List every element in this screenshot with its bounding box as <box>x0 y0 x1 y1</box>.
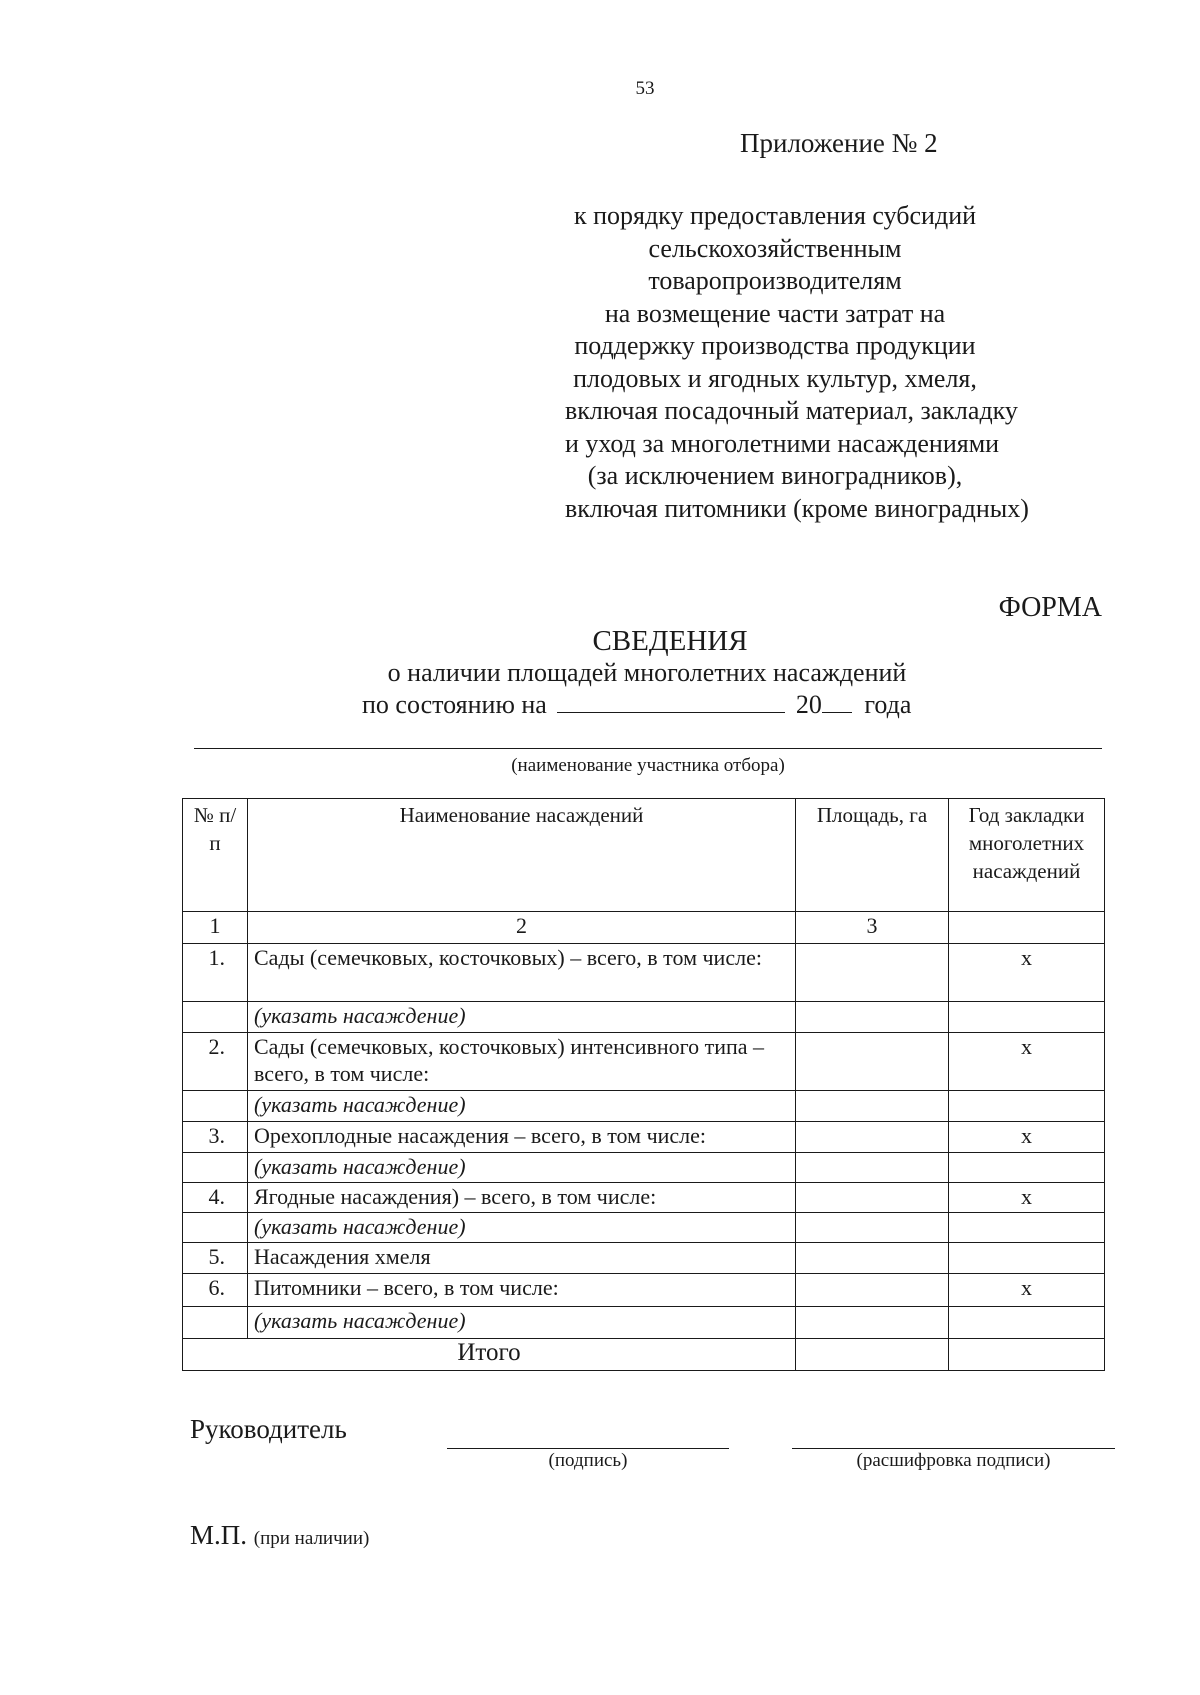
document-subheading: о наличии площадей многолетних насаждений <box>387 658 907 687</box>
signature-decoding-field[interactable] <box>792 1448 1115 1449</box>
table-row <box>183 1091 1105 1122</box>
subtitle-line: включая питомники (кроме виноградных) <box>565 493 1029 523</box>
row-year-cell[interactable] <box>949 1307 1105 1339</box>
subtitle-line: сельскохозяйственным <box>648 233 902 263</box>
date-prefix: по состоянию на <box>362 690 547 719</box>
appendix-title: Приложение № 2 <box>740 128 938 158</box>
form-label: ФОРМА <box>998 592 1102 623</box>
row-year-cell[interactable] <box>949 1153 1105 1183</box>
row-number: 1. <box>183 944 248 1002</box>
total-area-cell[interactable] <box>796 1339 949 1371</box>
row-number <box>183 1091 248 1122</box>
table-row <box>183 1307 1105 1339</box>
row-year-cell: х <box>949 1033 1105 1091</box>
participant-name-field[interactable] <box>194 748 1102 749</box>
signature-caption: (подпись) <box>548 1450 628 1471</box>
row-area-cell[interactable] <box>796 1274 949 1307</box>
column-number: 2 <box>248 912 796 944</box>
appendix-subtitle <box>565 200 1029 525</box>
document-heading: СВЕДЕНИЯ <box>592 625 748 657</box>
row-number: 5. <box>183 1243 248 1274</box>
row-area-cell[interactable] <box>796 1243 949 1274</box>
row-area-cell[interactable] <box>796 1091 949 1122</box>
row-name: Орехоплодные насаждения – всего, в том числе: <box>248 1122 796 1153</box>
row-number <box>183 1153 248 1183</box>
row-number: 4. <box>183 1183 248 1213</box>
row-area-cell[interactable] <box>796 1183 949 1213</box>
table-header-row <box>183 799 1105 912</box>
row-area-cell[interactable] <box>796 1307 949 1339</box>
row-year-cell: х <box>949 1122 1105 1153</box>
row-year-cell: х <box>949 944 1105 1002</box>
year-prefix: 20 <box>795 690 822 719</box>
row-name: Сады (семечковых, косточковых) интенсивного типа – всего, в том числе: <box>248 1033 796 1091</box>
row-year-cell: х <box>949 1274 1105 1307</box>
row-area-cell[interactable] <box>796 944 949 1002</box>
row-name[interactable]: (указать насаждение) <box>248 1002 796 1033</box>
row-number: 3. <box>183 1122 248 1153</box>
table-total-row <box>183 1339 1105 1371</box>
row-name: Питомники – всего, в том числе: <box>248 1274 796 1307</box>
row-area-cell[interactable] <box>796 1153 949 1183</box>
row-area-cell[interactable] <box>796 1122 949 1153</box>
row-name: Ягодные насаждения) – всего, в том числе: <box>248 1183 796 1213</box>
column-number-row <box>183 912 1105 944</box>
table-row <box>183 1153 1105 1183</box>
row-name[interactable]: (указать насаждение) <box>248 1213 796 1243</box>
row-number <box>183 1307 248 1339</box>
row-number <box>183 1213 248 1243</box>
row-year-cell[interactable] <box>949 1213 1105 1243</box>
row-area-cell[interactable] <box>796 1213 949 1243</box>
subtitle-line: и уход за многолетними насаждениями <box>565 428 1000 458</box>
table-row <box>183 1183 1105 1213</box>
row-year-cell: х <box>949 1183 1105 1213</box>
row-name[interactable]: (указать насаждение) <box>248 1153 796 1183</box>
table-row <box>183 1033 1105 1091</box>
subtitle-line: товаропроизводителям <box>648 266 902 295</box>
total-label: Итого <box>183 1339 796 1371</box>
header-name: Наименование насаждений <box>248 799 796 912</box>
row-name: Сады (семечковых, косточковых) – всего, в том числе: <box>248 944 796 1002</box>
subtitle-line: к порядку предоставления субсидий <box>573 201 977 230</box>
year-blank-field[interactable] <box>822 692 852 713</box>
column-number <box>949 912 1105 944</box>
stamp-label: М.П. <box>190 1520 248 1550</box>
date-blank-field[interactable] <box>557 692 785 713</box>
column-number: 3 <box>796 912 949 944</box>
header-year: Год закладки многолетних насаждений <box>949 799 1105 912</box>
signature-decoding-caption: (расшифровка подписи) <box>856 1450 1051 1471</box>
subtitle-line: (за исключением виноградников), <box>587 461 963 490</box>
row-name[interactable]: (указать насаждение) <box>248 1307 796 1339</box>
row-name: Насаждения хмеля <box>248 1243 796 1274</box>
date-suffix: года <box>864 690 912 719</box>
column-number: 1 <box>183 912 248 944</box>
total-year-cell <box>949 1339 1105 1371</box>
signature-field[interactable] <box>447 1448 729 1449</box>
table-row <box>183 944 1105 1002</box>
row-name[interactable]: (указать насаждение) <box>248 1091 796 1122</box>
header-number: № п/п <box>183 799 248 912</box>
date-line <box>362 690 911 720</box>
header-area: Площадь, га <box>796 799 949 912</box>
table-row <box>183 1274 1105 1307</box>
row-number <box>183 1002 248 1033</box>
subtitle-line: на возмещение части затрат на <box>604 298 946 328</box>
subtitle-line: плодовых и ягодных культур, хмеля, <box>573 363 977 393</box>
row-year-cell[interactable] <box>949 1243 1105 1274</box>
row-number: 2. <box>183 1033 248 1091</box>
row-year-cell[interactable] <box>949 1091 1105 1122</box>
plantings-table <box>182 798 1105 1371</box>
table-row <box>183 1122 1105 1153</box>
stamp-note: (при наличии) <box>253 1528 370 1549</box>
row-area-cell[interactable] <box>796 1002 949 1033</box>
row-year-cell[interactable] <box>949 1002 1105 1033</box>
subtitle-line: поддержку производства продукции <box>574 331 976 360</box>
page-number: 53 <box>635 78 655 99</box>
stamp-placeholder <box>190 1520 369 1551</box>
row-area-cell[interactable] <box>796 1033 949 1091</box>
row-number: 6. <box>183 1274 248 1307</box>
subtitle-line: включая посадочный материал, закладку <box>565 396 1018 425</box>
participant-caption: (наименование участника отбора) <box>511 755 785 776</box>
signature-role: Руководитель <box>190 1414 347 1444</box>
table-row <box>183 1002 1105 1033</box>
table-row <box>183 1213 1105 1243</box>
table-row <box>183 1243 1105 1274</box>
